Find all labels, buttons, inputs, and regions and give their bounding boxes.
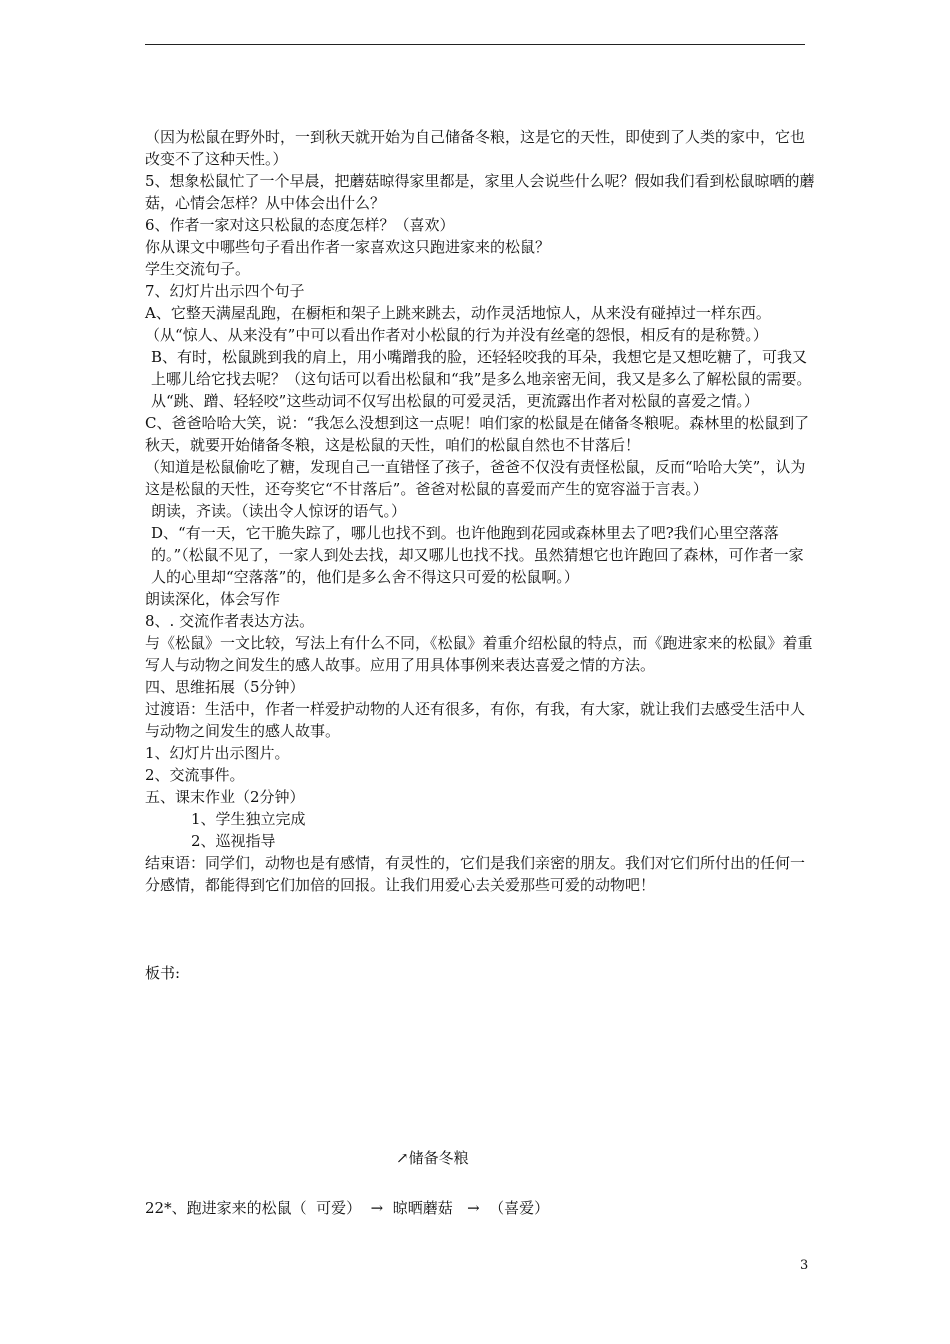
paragraph: 7、幻灯片出示四个句子	[145, 282, 305, 300]
paragraph: 过渡语：生活中，作者一样爱护动物的人还有很多，有你，有我，有大家，就让我们去感受生活中人与动物之间发生的感人故事。	[145, 700, 806, 740]
paragraph: B、有时，松鼠跳到我的肩上，用小嘴蹭我的脸，还轻轻咬我的耳朵，我想它是又想吃糖了，可我又上哪儿给它找去呢？（这句话可以看出松鼠和“我”是多么地亲密无间，我又是多么了解松鼠的需要。从“跳、蹭、轻轻咬”这些动词不仅写出松鼠的可爱灵活，更流露出作者对松鼠的喜爱之情。）	[151, 348, 812, 410]
paragraph: 学生交流句子。	[145, 260, 251, 278]
paragraph: 2、交流事件。	[145, 766, 245, 784]
paragraph: D、“有一天，它干脆失踪了，哪儿也找不到。也许他跑到花园或森林里去了吧?我们心里空落落的。”（松鼠不见了，一家人到处去找，却又哪儿也找不找。虽然猜想它也许跑回了森林，可作者一家人的心里却“空落落”的，他们是多么舍不得这只可爱的松鼠啊。）	[151, 524, 804, 586]
paragraph: 5、想象松鼠忙了一个早晨，把蘑菇晾得家里都是，家里人会说些什么呢？假如我们看到松鼠晾晒的蘑菇，心情会怎样？从中体会出什么？	[145, 172, 815, 212]
paragraph: 朗读，齐读。（读出令人惊讶的语气。）	[151, 502, 407, 520]
header-rule	[145, 44, 805, 45]
paragraph: 2、巡视指导	[191, 832, 276, 850]
page-number: 3	[800, 1258, 809, 1273]
paragraph: 四、思维拓展（5分钟）	[145, 678, 305, 696]
paragraph: 6、作者一家对这只松鼠的态度怎样？（喜欢）	[145, 216, 455, 234]
paragraph: 1、学生独立完成	[191, 810, 306, 828]
paragraph: 五、课末作业（2分钟）	[145, 788, 305, 806]
paragraph: 朗读深化，体会写作	[145, 590, 281, 608]
paragraph: 8、. 交流作者表达方法。	[145, 612, 315, 630]
paragraph: 与《松鼠》一文比较，写法上有什么不同，《松鼠》着重介绍松鼠的特点，而《跑进家来的松鼠》着重写人与动物之间发生的感人故事。应用了用具体事例来表达喜爱之情的方法。	[145, 634, 813, 674]
paragraph: （因为松鼠在野外时，一到秋天就开始为自己储备冬粮，这是它的天性，即使到了人类的家中，它也改变不了这种天性。）	[145, 128, 806, 168]
paragraph: 你从课文中哪些句子看出作者一家喜欢这只跑进家来的松鼠？	[145, 238, 551, 256]
paragraph: A、它整天满屋乱跑，在橱柜和架子上跳来跳去，动作灵活地惊人，从来没有碰掉过一样东西。（从“惊人、从来没有”中可以看出作者对小松鼠的行为并没有丝毫的怨恨，相反有的是称赞。）	[145, 304, 771, 344]
document-body	[145, 126, 815, 984]
paragraph: 结束语：同学们，动物也是有感情，有灵性的，它们是我们亲密的朋友。我们对它们所付出的任何一分感情，都能得到它们加倍的回报。让我们用爱心去关爱那些可爱的动物吧！	[145, 854, 806, 894]
board-arrow-line: ↗储备冬粮	[396, 1149, 469, 1167]
paragraph: C、爸爸哈哈大笑，说：“我怎么没想到这一点呢！咱们家的松鼠是在储备冬粮呢。森林里的松鼠到了秋天，就要开始储备冬粮，这是松鼠的天性，咱们的松鼠自然也不甘落后！	[145, 414, 810, 454]
paragraph: 1、幻灯片出示图片。	[145, 744, 290, 762]
paragraph: （知道是松鼠偷吃了糖，发现自己一直错怪了孩子，爸爸不仅没有责怪松鼠，反而“哈哈大笑”，认为这是松鼠的天性，还夸奖它“不甘落后”。爸爸对松鼠的喜爱而产生的宽容溢于言表。）	[145, 458, 806, 498]
board-main-line: 22*、跑进家来的松鼠（ 可爱） → 晾晒蘑菇 → （喜爱）	[145, 1199, 550, 1217]
board-heading: 板书:	[145, 964, 181, 982]
